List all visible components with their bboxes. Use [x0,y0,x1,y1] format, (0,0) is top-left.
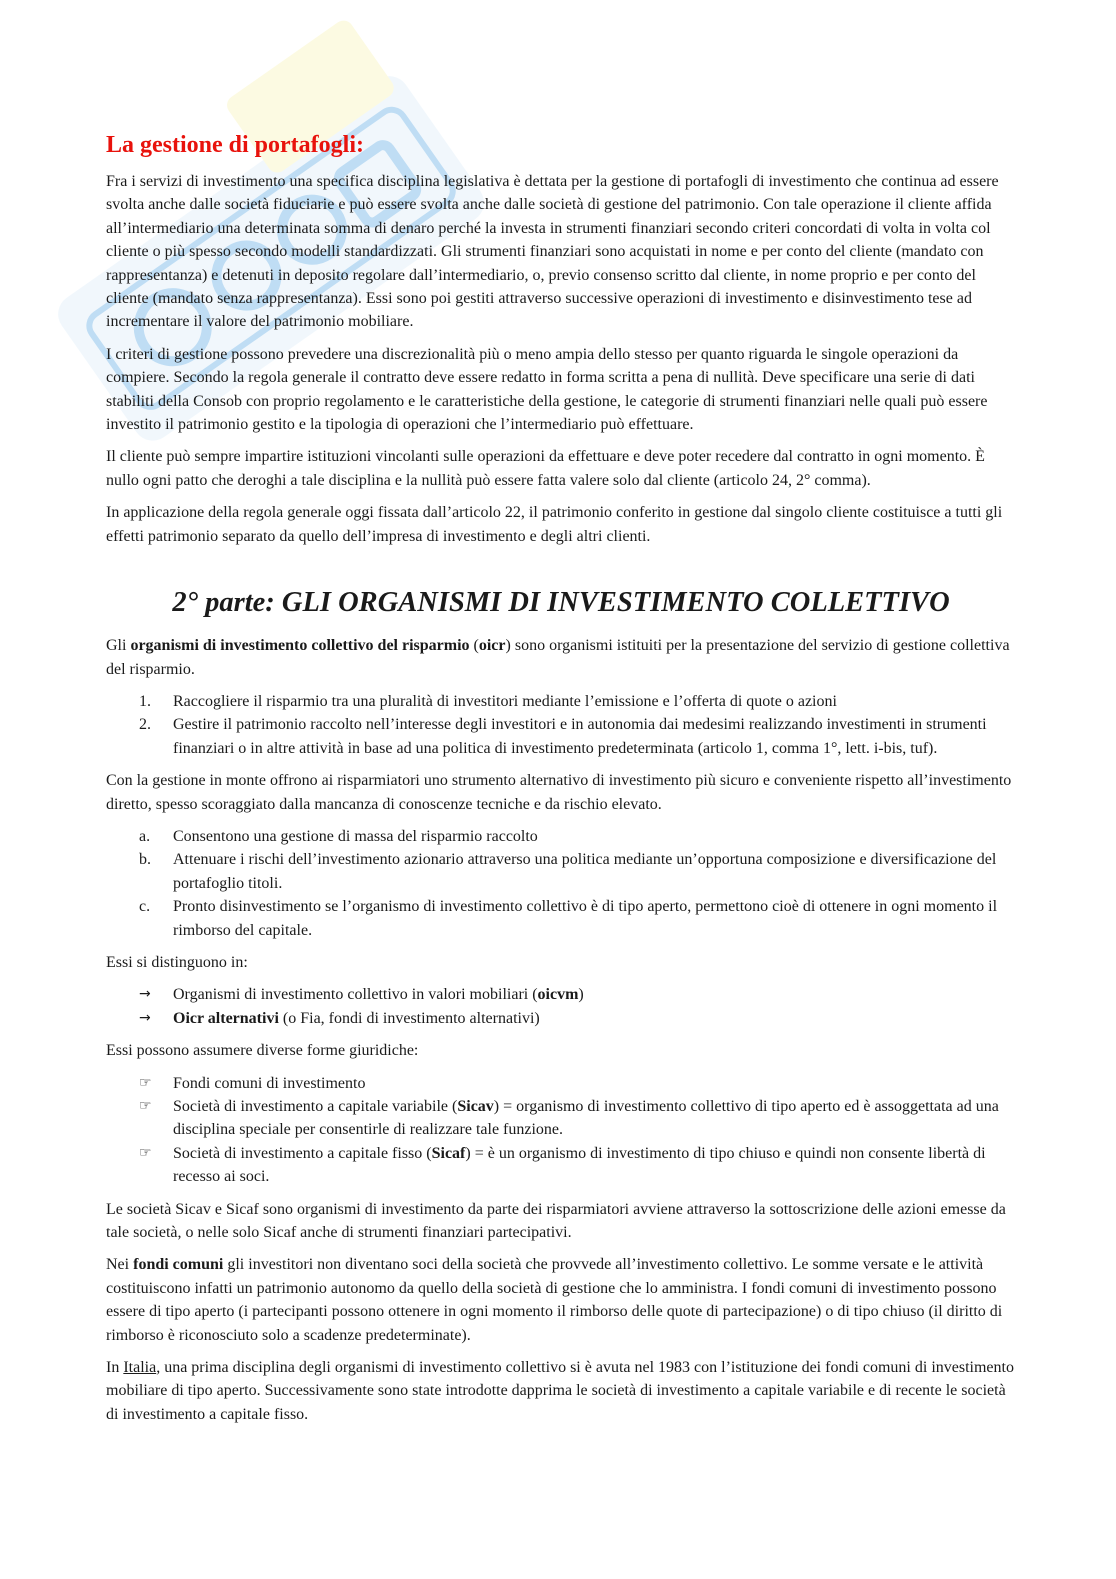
lettered-list [106,825,1016,942]
list-item: ☞ Fondi comuni di investimento [106,1072,1016,1095]
pointing-hand-icon: ☞ [139,1098,152,1114]
paragraph-italia: In Italia, una prima disciplina degli organismi di investimento collettivo si è avuta nel 1983 con l’istituzione dei fondi comuni di investimento mobiliare di tipo aperto. Successivamente sono state introdotte dapprima le società di investimento a capitale variabile e di recente le società di investimento a capitale fisso. [106,1359,1014,1423]
numbered-list [106,690,1016,760]
pointing-hand-icon: ☞ [139,1144,152,1161]
arrow-icon: → [139,986,151,1003]
arrow-list [106,983,1016,1030]
list-item: 2. Gestire il patrimonio raccolto nell’interesse degli investitori e in autonomia dai medesimi realizzando investimenti in strumenti finanziari o in altre attività in base ad una politica di investimento predeterminata (articolo 1, comma 1°, lett. i-bis, tuf). [139,716,987,757]
list-item: 1. Raccogliere il risparmio tra una pluralità di investitori mediante l’emissione e l’offerta di quote o azioni [139,692,837,710]
paragraph-fondi-comuni: Nei fondi comuni gli investitori non diventano soci della società che provvede all’investimento collettivo. Le somme versate e le attività costituiscono infatti un patrimonio autonomo da quello della società di gestione che lo amministra. I fondi comuni di investimento possono essere di tipo aperto (i partecipanti possono ottenere in ogni momento il rimborso delle quote di partecipazione) o di tipo chiuso (il diritto di rimborso è riconosciuto solo a scadenze predeterminate). [106,1256,1003,1344]
paragraph: Essi si distinguono in: [106,953,248,971]
list-item: → Oicr alternativi (o Fia, fondi di investimento alternativi) [106,1007,1016,1030]
paragraph: Fra i servizi di investimento una specifica disciplina legislativa è dettata per la gestione di portafogli di investimento che continua ad essere svolta anche dalle società fiduciarie e può essere svolta anche dalle società di gestione del patrimonio. Con tale operazione il cliente affida all’intermediario una determinata somma di denaro perché la investa in strumenti finanziari secondo criteri concordati di volta in volta col cliente o più spesso secondo modelli standardizzati. Gli strumenti finanziari sono acquistati in nome e per conto del cliente (mandato con rappresentanza) e detenuti in deposito regolare dall’intermediario, o, previo consenso scritto dal cliente, in nome proprio e per conto del cliente (mandato senza rappresentanza). Essi sono poi gestiti attraverso successive operazioni di investimento e disinvestimento tese ad incrementare il valore del patrimonio mobiliare. [106,173,999,331]
document-page [106,130,1016,1435]
paragraph: Con la gestione in monte offrono ai risparmiatori uno strumento alternativo di investimento più sicuro e conveniente rispetto all’investimento diretto, spesso scoraggiato dalla mancanza di conoscenze tecniche e da rischio elevato. [106,772,1012,813]
italia-link[interactable]: Italia [123,1359,157,1377]
paragraph: I criteri di gestione possono prevedere una discrezionalità più o meno ampia dello stesso per quanto riguarda le singole operazioni da compiere. Secondo la regola generale il contratto deve essere redatto in forma scritta a pena di nullità. Deve specificare una serie di dati stabiliti della Consob con proprio regolamento e le caratteristiche della gestione, le categorie di strumenti finanziari nelle quali può essere investito il patrimonio gestito e la tipologia di operazioni che l’intermediario può effettuare. [106,345,988,434]
pointing-hand-icon: ☞ [139,1074,152,1091]
list-item: a. Consentono una gestione di massa del risparmio raccolto [139,827,538,845]
hand-list [106,1072,1016,1189]
list-item: ☞ Società di investimento a capitale variabile (Sicav) = organismo di investimento collettivo di tipo aperto ed è assoggettata ad una disciplina speciale per consentirle di realizzare tale funzione. [106,1095,1016,1142]
list-item: b. Attenuare i rischi dell’investimento azionario attraverso una politica mediante un’opportuna composizione e diversificazione del portafoglio titoli. [139,851,997,892]
paragraph: Essi possono assumere diverse forme giuridiche: [106,1042,419,1060]
part-heading: 2° parte: GLI ORGANISMI DI INVESTIMENTO COLLETTIVO [172,587,950,619]
paragraph: Il cliente può sempre impartire istituzioni vincolanti sulle operazioni da effettuare e deve poter recedere dal contratto in ogni momento. È nullo ogni patto che deroghi a tale disciplina e la nullità può essere fatta valere solo dal cliente (articolo 24, 2° comma). [106,448,985,489]
list-item: → Organismi di investimento collettivo in valori mobiliari (oicvm) [106,983,1016,1006]
paragraph-oicr-intro: Gli organismi di investimento collettivo del risparmio (oicr) sono organismi istituiti per la presentazione del servizio di gestione collettiva del risparmio. [106,637,1010,678]
paragraph: In applicazione della regola generale oggi fissata dall’articolo 22, il patrimonio conferito in gestione dal singolo cliente costituisce a tutti gli effetti patrimonio separato da quello dell’impresa di investimento e degli altri clienti. [106,504,1003,545]
arrow-icon: → [139,1009,151,1026]
list-item: ☞ Società di investimento a capitale fisso (Sicaf) = è un organismo di investimento di tipo chiuso e quindi non consente libertà di recesso ai soci. [106,1142,1016,1189]
list-item: c. Pronto disinvestimento se l’organismo di investimento collettivo è di tipo aperto, permettono cioè di ottenere in ogni momento il rimborso del capitale. [139,898,998,939]
section-title-portafogli: La gestione di portafogli: [106,132,364,158]
paragraph: Le società Sicav e Sicaf sono organismi di investimento da parte dei risparmiatori avviene attraverso la sottoscrizione delle azioni emesse da tale società, o nelle solo Sicaf anche di strumenti finanziari partecipativi. [106,1200,1006,1242]
